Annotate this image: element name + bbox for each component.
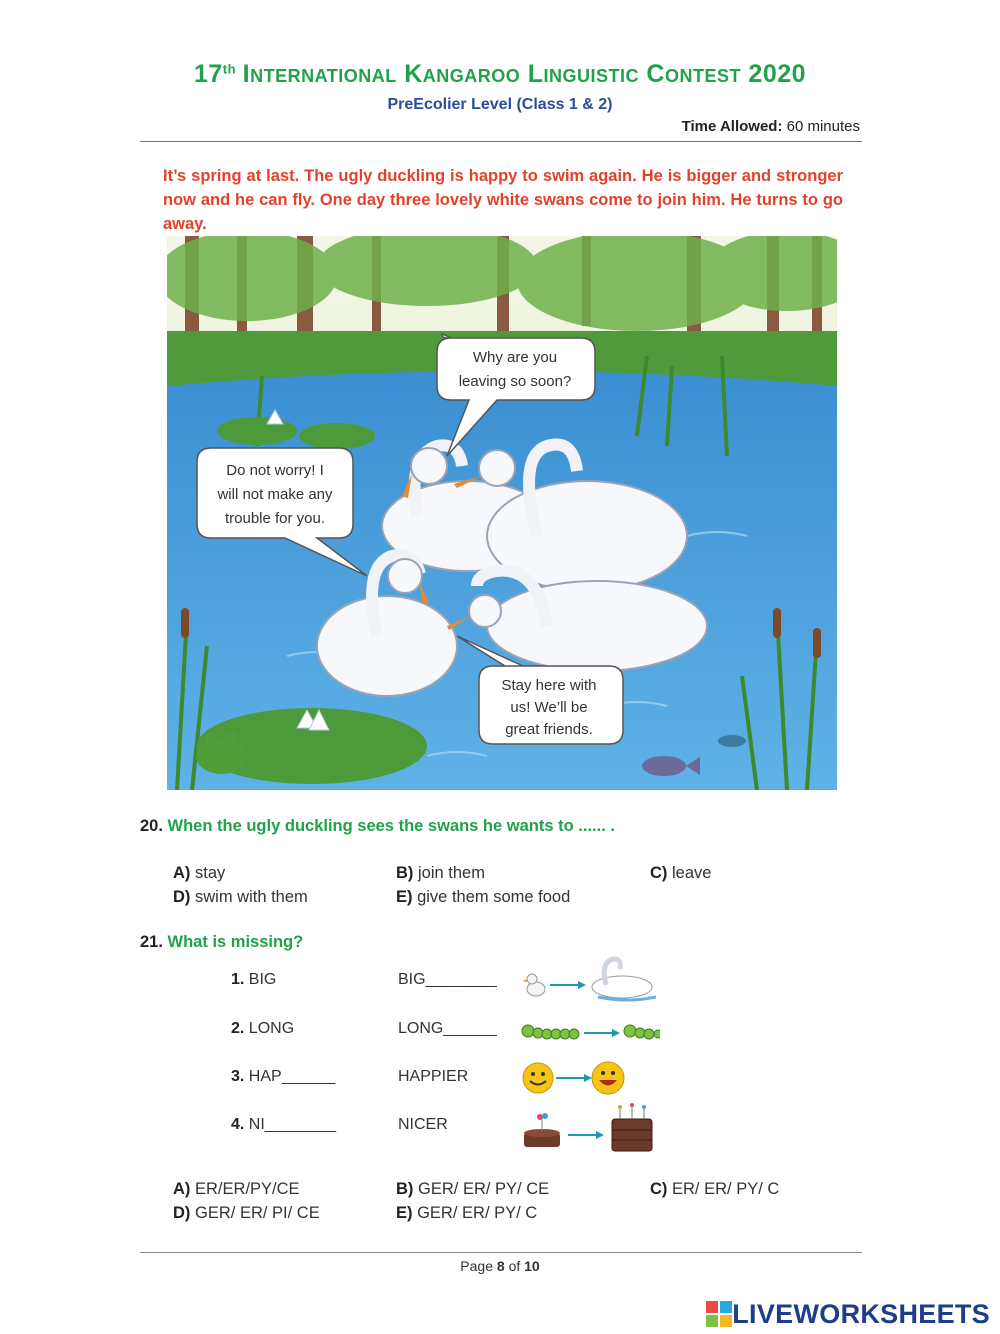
q20-option-b[interactable]: B) join them <box>396 864 485 882</box>
liveworksheets-logo[interactable] <box>706 1296 990 1332</box>
bubble-2-line-3: trouble for you. <box>224 510 326 527</box>
q21-item-1-right: BIG________ <box>398 971 497 988</box>
liveworksheets-logo-icon <box>706 1301 732 1327</box>
swan-pond-illustration <box>167 236 837 790</box>
q21-option-e[interactable]: E) GER/ ER/ PY/ C <box>396 1204 538 1222</box>
q21-item-2-right: LONG______ <box>398 1020 497 1037</box>
cake-picture <box>524 1103 652 1151</box>
time-allowed: Time Allowed: 60 minutes <box>681 118 860 135</box>
bubble-3-line-1: Stay here with <box>501 677 597 694</box>
liveworksheets-logo-text: LIVEWORKSHEETS <box>732 1298 990 1329</box>
contest-title: 17th International Kangaroo Linguistic Contest 2020 <box>193 60 807 88</box>
level-subtitle: PreEcolier Level (Class 1 & 2) <box>387 96 613 113</box>
header-divider <box>140 141 862 142</box>
bubble-1-line-2: leaving so soon? <box>458 373 572 390</box>
q20-option-d[interactable]: D) swim with them <box>173 888 308 906</box>
caterpillar-picture <box>522 1025 660 1039</box>
story-paragraph: It’s spring at last. The ugly duckling is happy to swim again. He is bigger and stronger now and he can fly. One day three lovely white swans come to join him. He turns to go away. <box>163 167 843 233</box>
page-number: Page 8 of 10 <box>460 1258 540 1274</box>
q21-item-3-left: 3. HAP______ <box>231 1068 336 1085</box>
q20-option-a[interactable]: A) stay <box>173 864 226 882</box>
q21-item-1-left: 1. BIG <box>231 971 277 988</box>
smiley-picture <box>523 1062 624 1094</box>
bubble-1-line-1: Why are you <box>472 349 558 366</box>
bubble-3-line-3: great friends. <box>505 721 593 738</box>
q21-item-3-right: HAPPIER <box>398 1068 469 1085</box>
bubble-2-line-1: Do not worry! I <box>226 462 324 479</box>
bubble-3-line-2: us! We’ll be <box>510 699 588 716</box>
q21-option-c[interactable]: C) ER/ ER/ PY/ C <box>650 1180 780 1198</box>
q21-option-a[interactable]: A) ER/ER/PY/CE <box>173 1180 300 1198</box>
q21-item-4-right: NICER <box>398 1116 448 1133</box>
question-21: 21. What is missing? <box>140 933 304 951</box>
question-20: 20. When the ugly duckling sees the swans he wants to ...... . <box>140 817 615 835</box>
q21-item-4-left: 4. NI________ <box>231 1116 336 1133</box>
q21-item-2-left: 2. LONG <box>231 1020 295 1037</box>
q21-picture-hints <box>520 955 660 1155</box>
q21-option-b[interactable]: B) GER/ ER/ PY/ CE <box>396 1180 550 1198</box>
duck-to-swan-picture <box>522 959 656 1000</box>
footer-divider <box>140 1252 862 1253</box>
contest-title-text: International Kangaroo Linguistic Contest 2020 <box>242 60 807 88</box>
q20-option-c[interactable]: C) leave <box>650 864 712 882</box>
q21-option-d[interactable]: D) GER/ ER/ PI/ CE <box>173 1204 320 1222</box>
bubble-2-line-2: will not make any <box>217 486 333 503</box>
q20-option-e[interactable]: E) give them some food <box>396 888 571 906</box>
